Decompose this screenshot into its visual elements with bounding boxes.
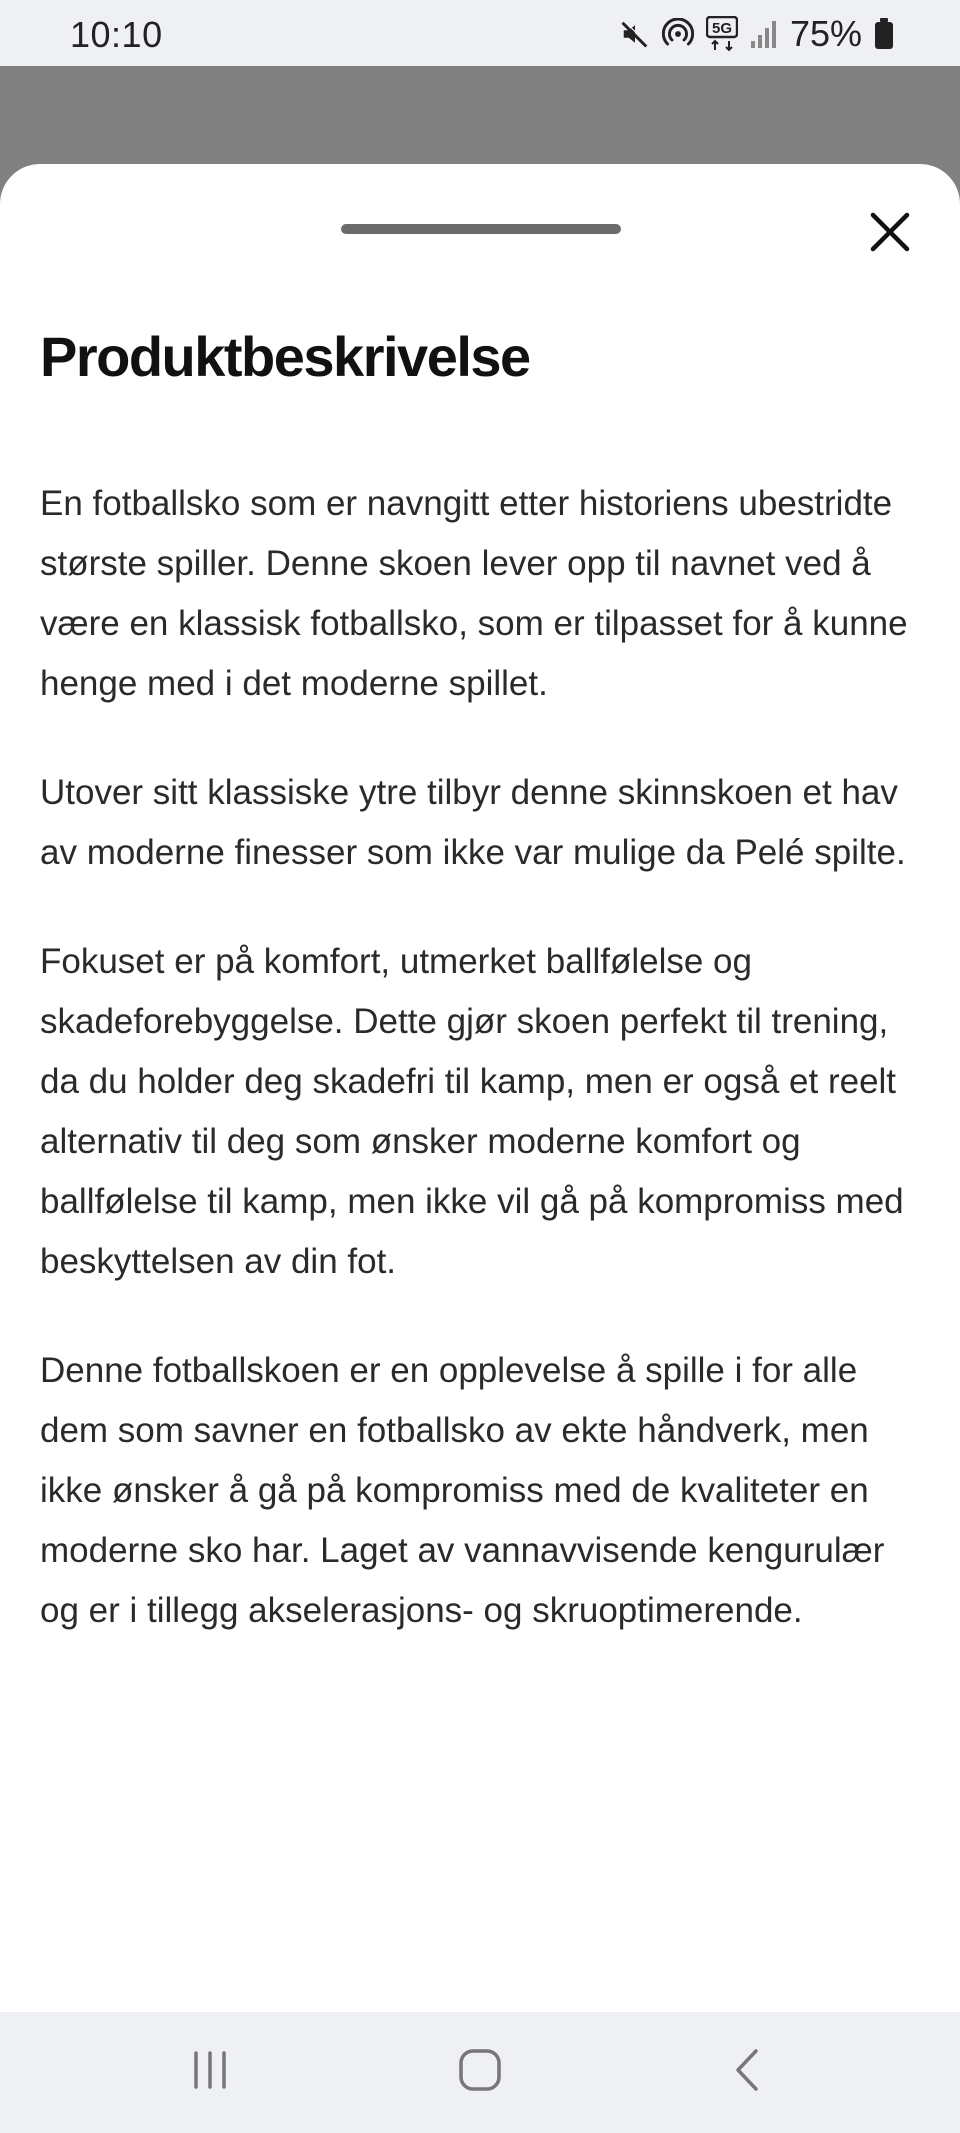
recents-icon — [188, 2048, 232, 2097]
back-button[interactable] — [708, 2042, 788, 2102]
signal-icon — [750, 19, 778, 49]
status-bar — [0, 0, 960, 66]
recents-button[interactable] — [170, 2042, 250, 2102]
bottom-sheet — [0, 164, 960, 2012]
product-description — [40, 474, 920, 1690]
network-5g-icon — [706, 16, 738, 52]
status-time: 10:10 — [70, 14, 163, 55]
close-icon — [870, 212, 910, 257]
hotspot-icon — [662, 18, 694, 50]
mute-icon — [620, 19, 650, 49]
battery-percent: 75% — [789, 13, 862, 54]
battery-icon — [874, 18, 894, 50]
status-icons — [620, 14, 894, 54]
home-icon — [458, 2048, 502, 2097]
sheet-title: Produktbeskrivelse — [40, 325, 530, 388]
navigation-bar — [0, 2012, 960, 2133]
close-button[interactable] — [862, 206, 918, 262]
home-button[interactable] — [440, 2042, 520, 2102]
description-paragraph: En fotballsko som er navngitt etter historiens ubestridte største spiller. Denne skoen lever opp til navnet ved å være en klassisk fotballsko, som er tilpasset for å kunne henge med i det moderne spillet. — [40, 484, 908, 703]
back-icon — [726, 2048, 770, 2097]
drag-handle[interactable] — [341, 224, 621, 234]
description-paragraph: Fokuset er på komfort, utmerket ballfølelse og skadeforebyggelse. Dette gjør skoen perfekt til trening, da du holder deg skadefri til kamp, men er også et reelt alternativ til deg som ønsker moderne komfort og ballfølelse til kamp, men ikke vil gå på kompromiss med beskyttelsen av din fot. — [40, 942, 904, 1281]
description-paragraph: Denne fotballskoen er en opplevelse å spille i for alle dem som savner en fotballsko av ekte håndverk, men ikke ønsker å gå på kompromiss med de kvaliteter en moderne sko har. Laget av vannavvisende kengurulær og er i tillegg akselerasjons- og skruoptimerende. — [40, 1351, 885, 1630]
description-paragraph: Utover sitt klassiske ytre tilbyr denne skinnskoen et hav av moderne finesser som ikke var mulige da Pelé spilte. — [40, 773, 906, 872]
svg-text:5G: 5G — [711, 20, 732, 37]
